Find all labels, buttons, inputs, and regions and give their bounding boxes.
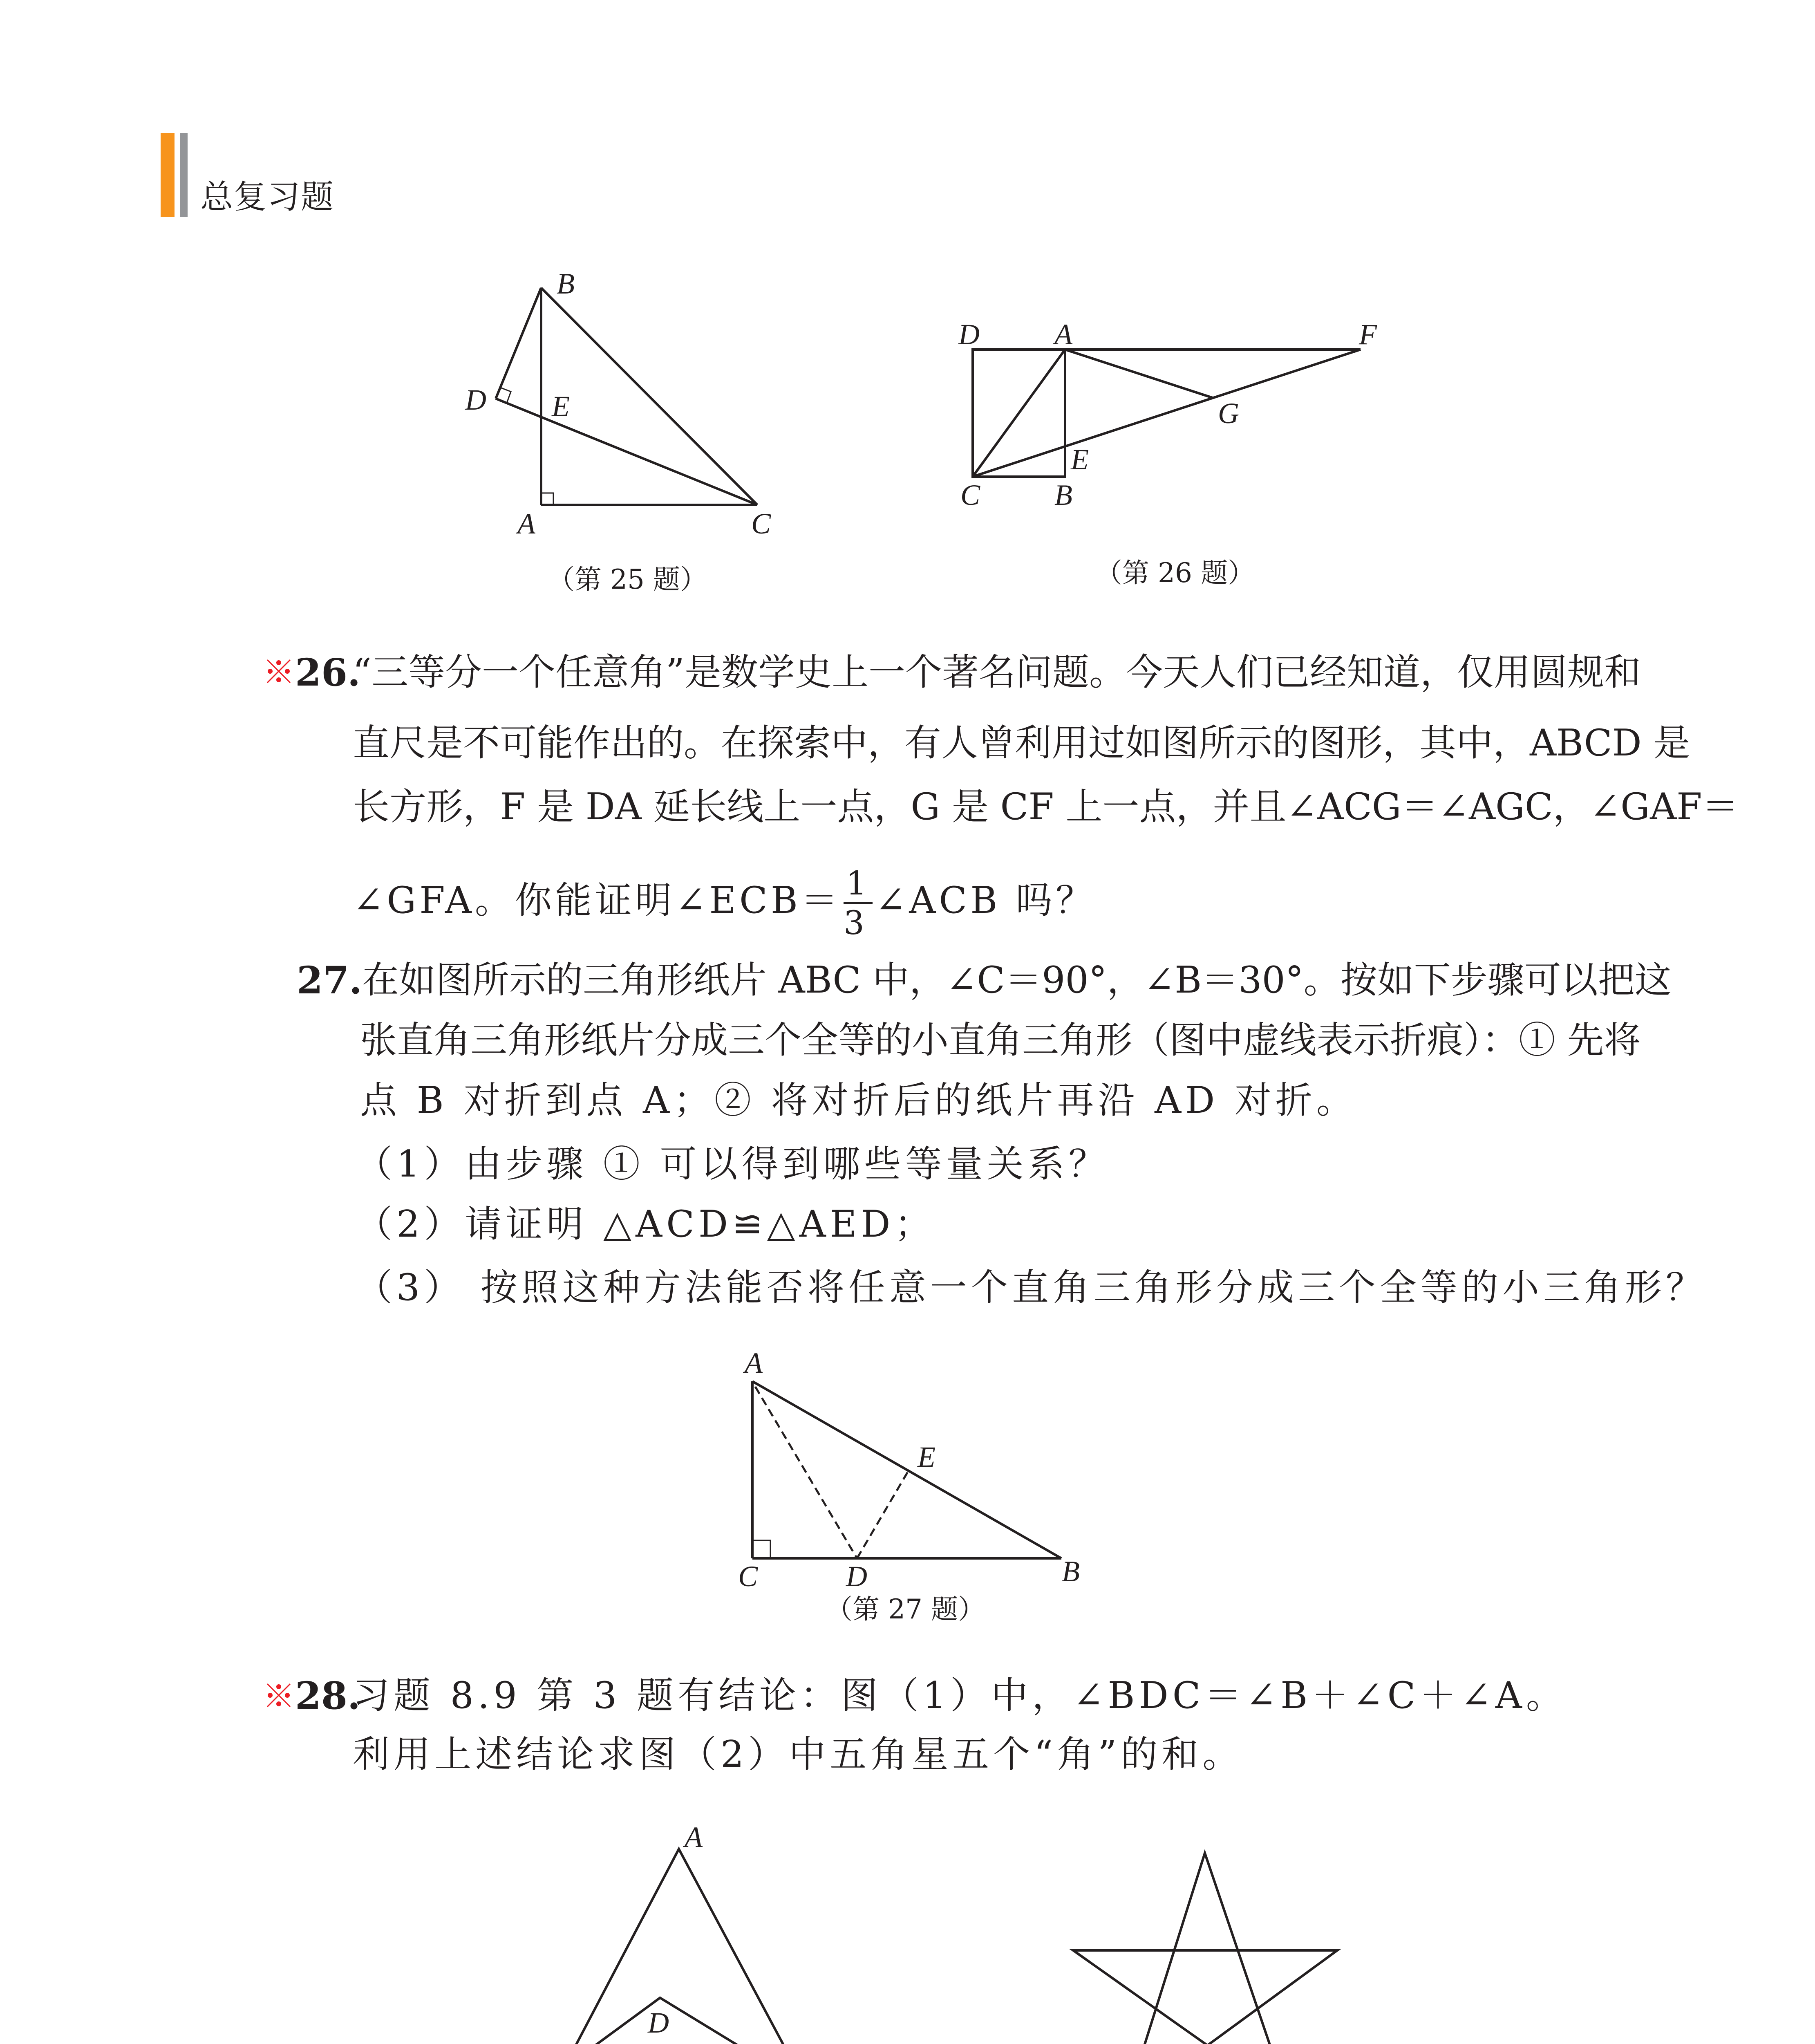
fig25-label-E: E bbox=[552, 390, 570, 423]
problem-27-subquestion-3: （3） 按照这种方法能否将任意一个直角三角形分成三个全等的小三角形？ bbox=[356, 1266, 1707, 1309]
problem-27-number: 27. bbox=[297, 958, 363, 1002]
fig27-label-A: A bbox=[745, 1347, 763, 1379]
fig27-label-D: D bbox=[846, 1560, 867, 1593]
problem-26-line-4-text-before: ∠GFA。你能证明∠ECB＝ bbox=[353, 879, 841, 922]
problem-28-line-1: 习题 8.9 第 3 题有结论：图（1）中，∠BDC＝∠B＋∠C＋∠A。 bbox=[353, 1674, 1567, 1717]
problem-28-line-2: 利用上述结论求图（2）中五角星五个“角”的和。 bbox=[353, 1733, 1244, 1776]
fraction-numerator: 1 bbox=[844, 867, 873, 904]
problem-27-subquestion-1: （1）由步骤 ① 可以得到哪些等量关系？ bbox=[356, 1143, 1110, 1186]
fig27-label-C: C bbox=[738, 1560, 758, 1593]
problem-27-line-1: 在如图所示的三角形纸片 ABC 中，∠C＝90°，∠B＝30°。按如下步骤可以把这 bbox=[362, 959, 1672, 1002]
problem-26-line-2: 直尺是不可能作出的。在探索中，有人曾利用过如图所示的图形，其中，ABCD 是 bbox=[353, 722, 1690, 764]
problem-26-line-3: 长方形，F 是 DA 延长线上一点，G 是 CF 上一点，并且∠ACG＝∠AGC，∠GAF＝ bbox=[353, 785, 1739, 828]
fig25-caption: （第 25 题） bbox=[548, 564, 707, 595]
fig28-1-concave-quadrilateral bbox=[564, 1849, 806, 2044]
fig28-label-D: D bbox=[648, 2006, 669, 2039]
problem-28-number: 28. bbox=[295, 1674, 361, 1718]
fig26-label-D: D bbox=[958, 318, 980, 351]
problem-27-line-3: 点 B 对折到点 A；② 将对折后的纸片再沿 AD 对折。 bbox=[360, 1079, 1357, 1122]
fig27-label-E: E bbox=[918, 1441, 935, 1473]
fig28-2-pentagram bbox=[1073, 1853, 1337, 2044]
page-section-title: 总复习题 bbox=[200, 178, 334, 216]
fig26-label-A: A bbox=[1054, 318, 1072, 351]
fig26-label-B: B bbox=[1054, 479, 1072, 511]
problem-26-number: 26. bbox=[295, 650, 361, 695]
fig27-caption: （第 27 题） bbox=[826, 1594, 985, 1625]
fig25-label-B: B bbox=[557, 267, 575, 300]
problem-26-line-1: “三等分一个任意角”是数学史上一个著名问题。今天人们已经知道，仅用圆规和 bbox=[353, 651, 1641, 694]
fig27-label-B: B bbox=[1062, 1555, 1080, 1588]
problem-27-subquestion-2: （2）请证明 △ACD≌△AED； bbox=[356, 1203, 935, 1246]
fig25-label-C: C bbox=[751, 507, 771, 540]
fig26-label-E: E bbox=[1071, 443, 1089, 476]
fig26-label-G: G bbox=[1218, 397, 1239, 430]
fig25-label-D: D bbox=[465, 383, 486, 416]
problem-26-line-4-text-after: ∠ACB 吗？ bbox=[875, 879, 1096, 922]
problem-27-line-2: 张直角三角形纸片分成三个全等的小直角三角形（图中虚线表示折痕）：① 先将 bbox=[360, 1019, 1641, 1062]
fig26-label-F: F bbox=[1359, 318, 1377, 351]
fig26-label-C: C bbox=[960, 479, 980, 511]
fig28-label-A: A bbox=[685, 1821, 703, 1853]
fig25-label-A: A bbox=[517, 507, 535, 540]
fraction-denominator: 3 bbox=[844, 904, 868, 942]
fig26-caption: （第 26 题） bbox=[1095, 557, 1255, 589]
